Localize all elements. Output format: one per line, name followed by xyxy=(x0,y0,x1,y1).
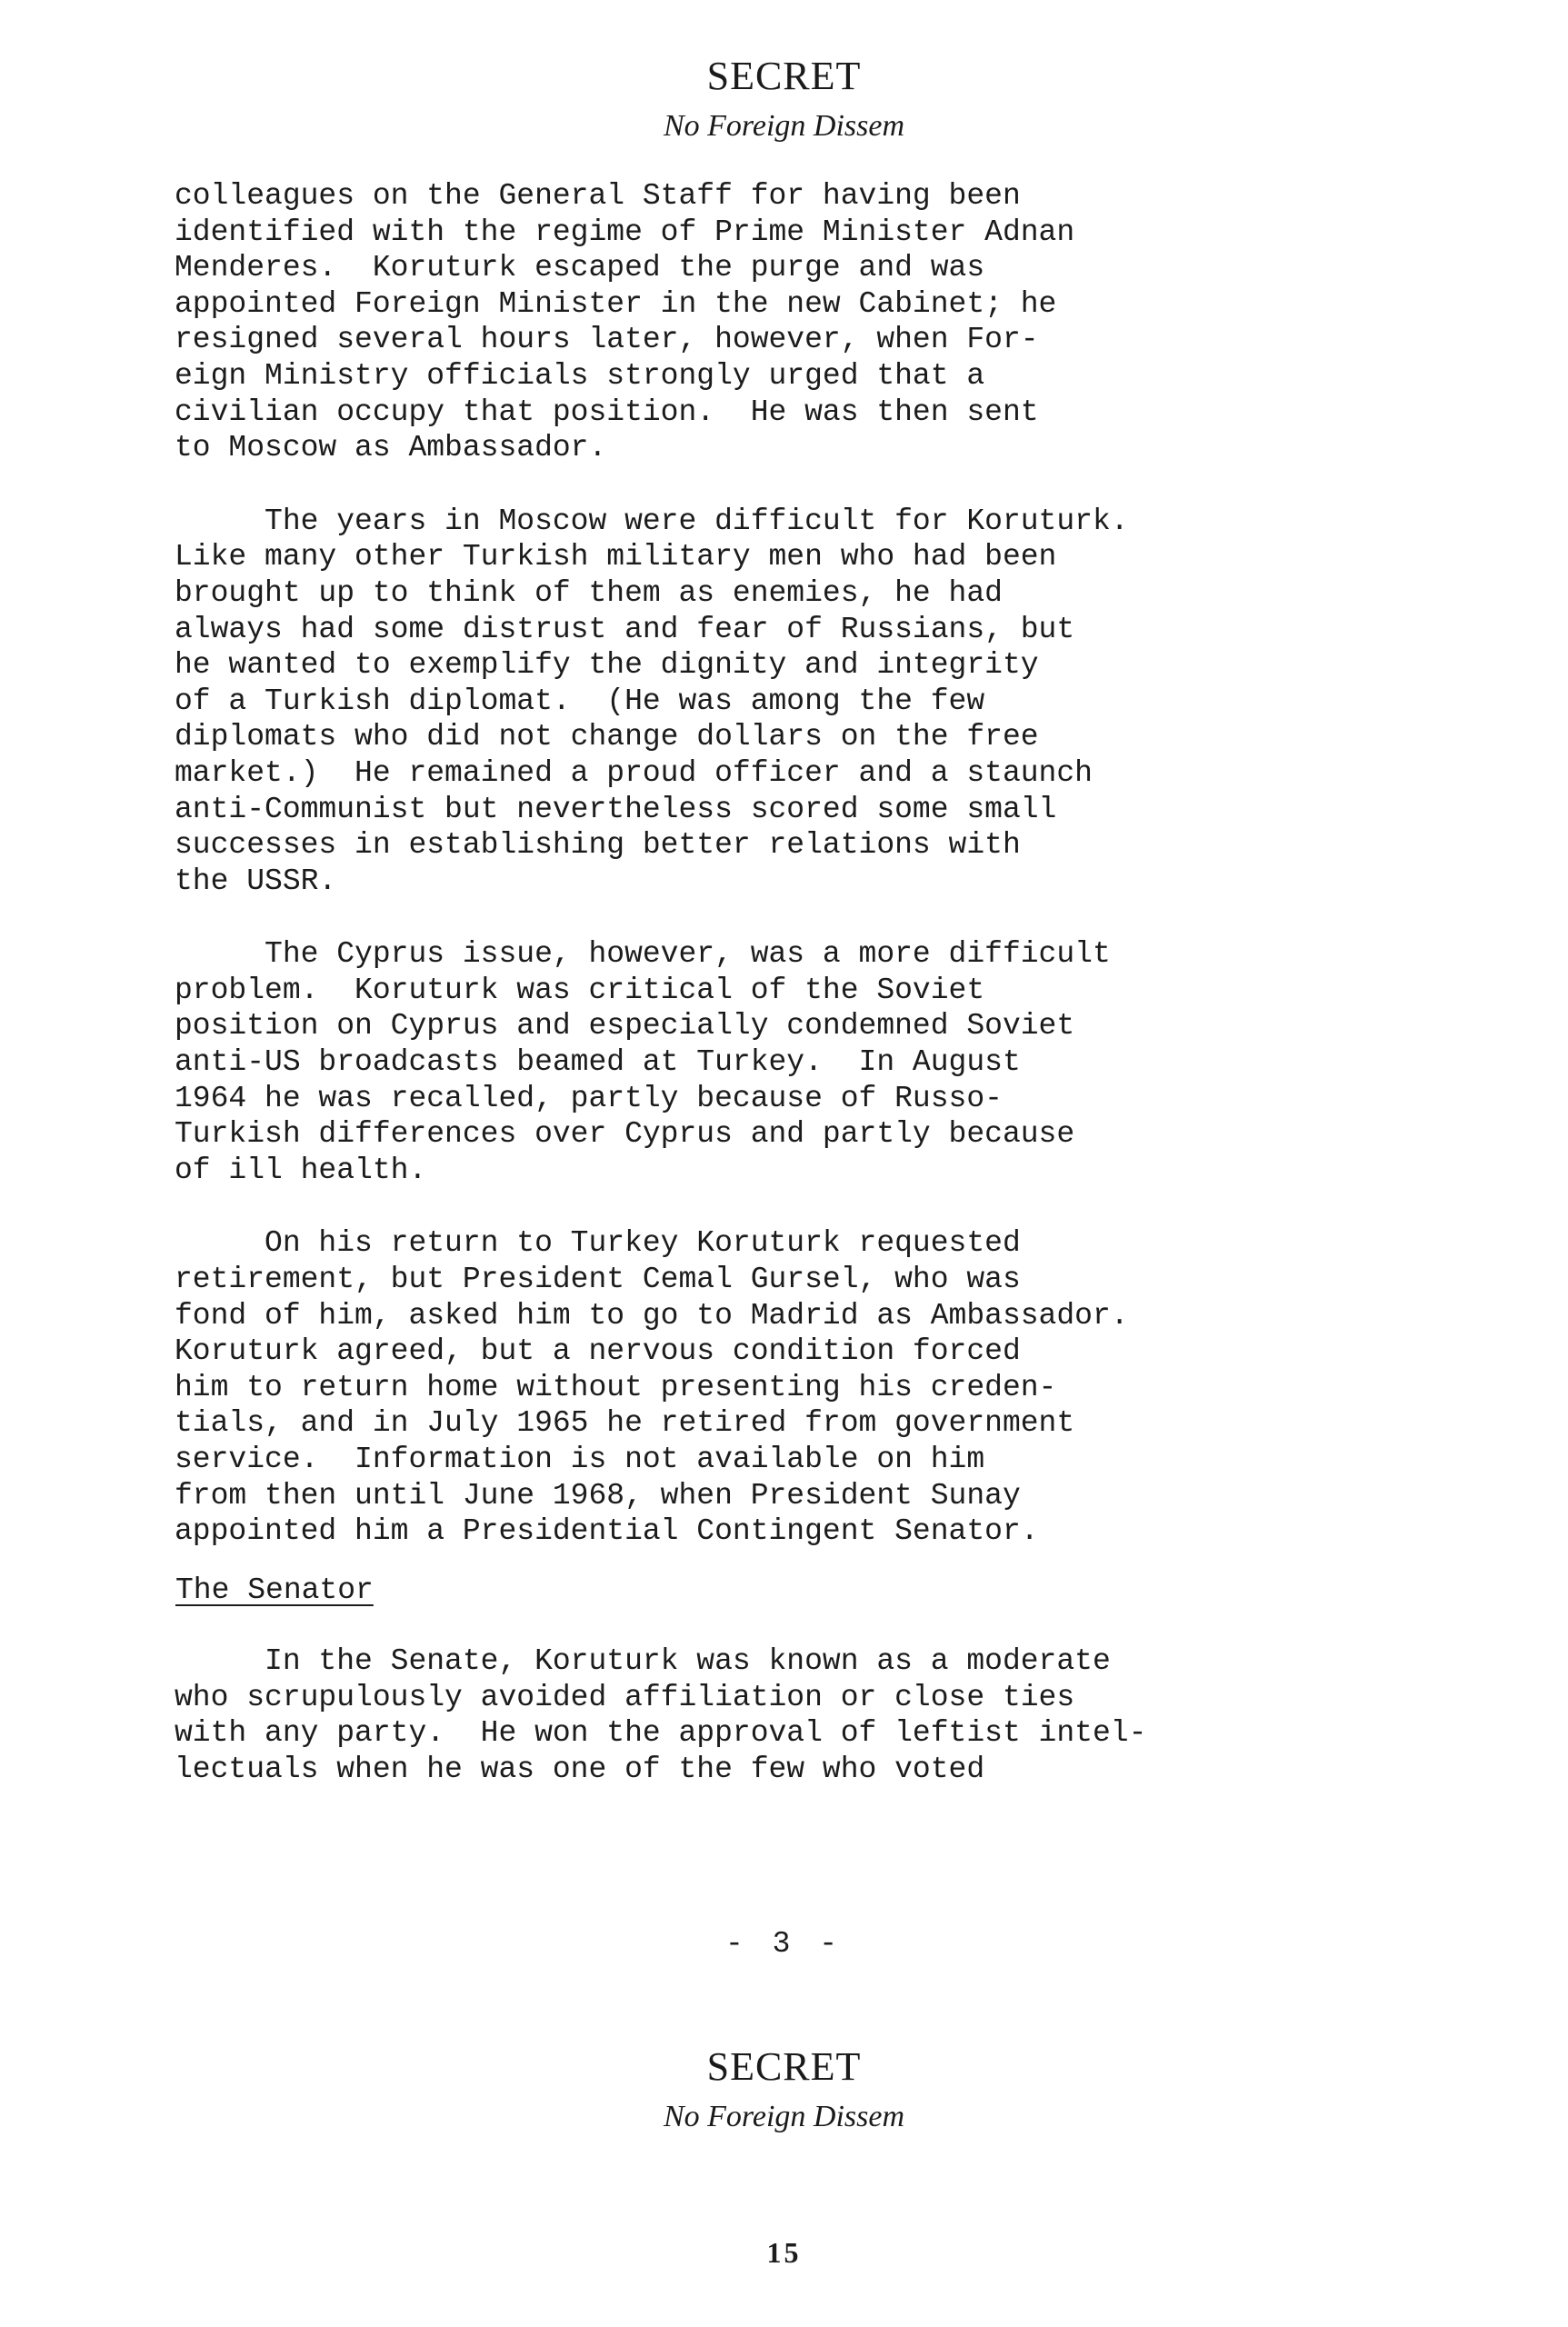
footer-classification: SECRET xyxy=(706,2044,862,2089)
text-line: from then until June 1968, when President Sunay xyxy=(175,1478,1021,1513)
text-line: Turkish differences over Cyprus and partly because xyxy=(175,1117,1075,1152)
text-line: Menderes. Koruturk escaped the purge and was xyxy=(175,251,985,285)
body-text xyxy=(175,178,1356,1587)
folio-number: 15 xyxy=(766,2236,802,2269)
text-line: appointed him a Presidential Contingent Senator. xyxy=(175,1514,1039,1549)
section-heading: The Senator xyxy=(175,1573,374,1607)
text-line: of ill health. xyxy=(175,1153,427,1187)
footer-dissemination: No Foreign Dissem xyxy=(663,2100,905,2133)
text-line: identified with the regime of Prime Minister Adnan xyxy=(175,215,1075,249)
text-line: who scrupulously avoided affiliation or close ties xyxy=(175,1680,1075,1714)
text-line: he wanted to exemplify the dignity and integrity xyxy=(175,648,1039,683)
text-line: market.) He remained a proud officer and a staunch xyxy=(175,755,1093,790)
header-classification-block xyxy=(0,56,1568,142)
footer-classification-block xyxy=(0,2044,1568,2133)
text-line: with any party. He won the approval of leftist intel- xyxy=(175,1716,1147,1751)
text-line: resigned several hours later, however, when For- xyxy=(175,323,1039,357)
paragraph-4 xyxy=(175,1225,1356,1549)
text-line: eign Ministry officials strongly urged that a xyxy=(175,358,985,393)
text-line: Koruturk agreed, but a nervous condition forced xyxy=(175,1334,1021,1369)
text-line: 1964 he was recalled, partly because of Russo- xyxy=(175,1081,1003,1115)
text-line: fond of him, asked him to go to Madrid as Ambassador. xyxy=(175,1298,1129,1333)
text-line: In the Senate, Koruturk was known as a moderate xyxy=(175,1644,1111,1678)
text-line: anti-Communist but nevertheless scored some small xyxy=(175,792,1057,826)
text-line: of a Turkish diplomat. (He was among the few xyxy=(175,684,985,718)
text-line: diplomats who did not change dollars on the free xyxy=(175,720,1039,754)
text-line: Like many other Turkish military men who had been xyxy=(175,540,1057,574)
page-number: - 3 - xyxy=(724,1927,844,1961)
header-classification: SECRET xyxy=(706,54,862,98)
text-line: colleagues on the General Staff for having been xyxy=(175,179,1021,213)
text-line: civilian occupy that position. He was then sent xyxy=(175,394,1039,429)
text-line: lectuals when he was one of the few who voted xyxy=(175,1752,985,1786)
header-dissemination: No Foreign Dissem xyxy=(663,109,905,143)
text-line: The Cyprus issue, however, was a more difficult xyxy=(175,937,1111,972)
paragraph-3 xyxy=(175,936,1356,1188)
section-paragraph xyxy=(175,1643,1356,1787)
text-line: The years in Moscow were difficult for Koruturk. xyxy=(175,504,1129,538)
text-line: position on Cyprus and especially condemned Soviet xyxy=(175,1009,1075,1044)
text-line: retirement, but President Cemal Gursel, who was xyxy=(175,1263,1021,1297)
text-line: the USSR. xyxy=(175,864,337,898)
paragraph-1 xyxy=(175,178,1356,466)
text-line: problem. Koruturk was critical of the Soviet xyxy=(175,973,985,1007)
text-line: On his return to Turkey Koruturk requested xyxy=(175,1226,1021,1261)
text-line: tials, and in July 1965 he retired from government xyxy=(175,1406,1075,1441)
text-line: anti-US broadcasts beamed at Turkey. In August xyxy=(175,1045,1021,1080)
text-line: service. Information is not available on him xyxy=(175,1443,985,1476)
text-line: to Moscow as Ambassador. xyxy=(175,431,607,465)
text-line: appointed Foreign Minister in the new Cabinet; he xyxy=(175,286,1057,321)
text-line: successes in establishing better relations with xyxy=(175,828,1021,863)
text-line: him to return home without presenting his creden- xyxy=(175,1370,1057,1404)
paragraph-2 xyxy=(175,504,1356,900)
text-line: always had some distrust and fear of Russians, but xyxy=(175,612,1075,646)
text-line: brought up to think of them as enemies, he had xyxy=(175,575,1003,610)
